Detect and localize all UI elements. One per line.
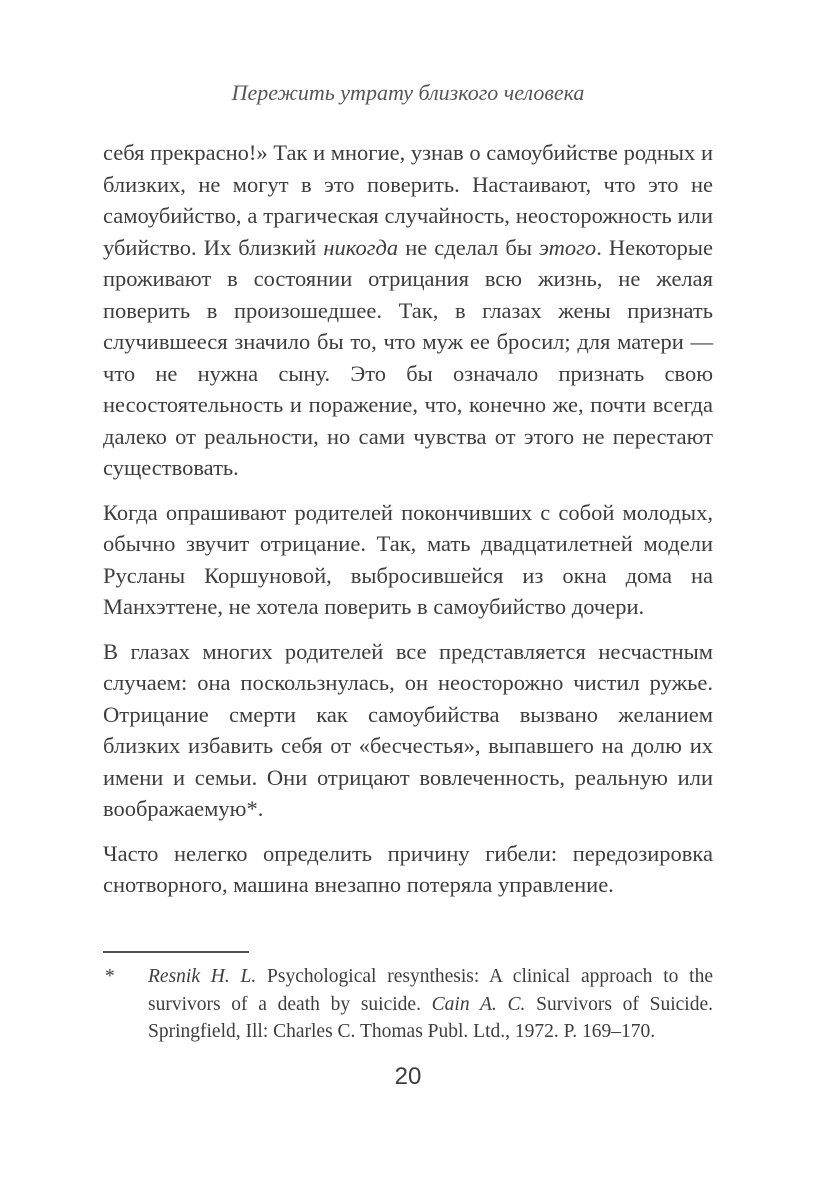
page-number: 20 xyxy=(394,1063,422,1090)
paragraph xyxy=(103,838,713,901)
text-run: Psychological resynthesis: A clinical approach to the survivors of a death by suicide. xyxy=(148,966,713,1015)
footnote xyxy=(103,951,713,1046)
footnote-divider xyxy=(103,951,249,953)
text-run: В глазах многих родителей все представляется несчастным случаем: она поскользнулась, он неосторожно чистил ружье. Отрицание смерти как самоубийства вызвано желанием близких избавить себя от «бесчестья», выпавшего на долю их имени и семьи. Они отрицают вовлеченность, реальную или воображаемую*. xyxy=(103,638,713,821)
italic-run: этого xyxy=(539,234,597,260)
italic-run: Resnik H. L. xyxy=(148,966,257,987)
footnote-entry xyxy=(103,963,713,1046)
body-text xyxy=(103,137,713,914)
text-run: Когда опрашивают родителей покончивших с собой молодых, обычно звучит отрицание. Так, мать двадцатилетней модели Русланы Коршуновой, выбросившейся из окна дома на Манхэттене, не хотела поверить в самоубийство дочери. xyxy=(103,499,713,619)
running-header: Пережить утрату близкого человека xyxy=(231,80,585,105)
italic-run: Cain A. C. xyxy=(431,993,526,1015)
text-run: Survivors of Suicide. Springfield, Ill: Charles C. Thomas Publ. Ltd., 1972. P. 169–170. xyxy=(148,993,713,1042)
paragraph xyxy=(103,137,713,484)
italic-run: никогда xyxy=(323,234,399,260)
text-run: себя прекрасно!» Так и многие, узнав о самоубийстве родных и близких, не могут в это поверить. Настаивают, что это не самоубийство, а трагическая случайность, неосторожность или убийство. Их близкий xyxy=(103,140,713,260)
text-run: . Некоторые проживают в состоянии отрицания всю жизнь, не желая поверить в произошедшее. Так, в глазах жены признать случившееся значило бы то, что муж ее бросил; для матери — что не нужна сыну. Это бы означало признать свою несостоятельность и поражение, что, конечно же, почти всегда далеко от реальности, но сами чувства от этого не перестают существовать. xyxy=(103,234,713,480)
paragraph xyxy=(103,497,713,623)
footnote-text xyxy=(148,966,713,1042)
paragraph xyxy=(103,636,713,825)
footnote-marker: * xyxy=(105,966,115,987)
text-run: Часто нелегко определить причину гибели: передозировка снотворного, машина внезапно потеряла управление. xyxy=(103,840,713,897)
text-run: не сделал бы xyxy=(398,234,540,260)
